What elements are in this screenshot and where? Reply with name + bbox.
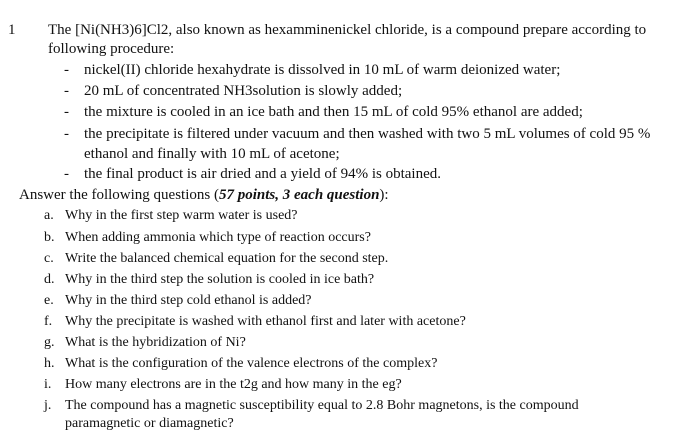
question-letter: i.	[44, 377, 52, 392]
question-letter: b.	[44, 230, 55, 245]
question-text: What is the configuration of the valence electrons of the complex?	[65, 356, 438, 371]
problem-number: 1	[8, 22, 16, 38]
step-dash: -	[64, 83, 69, 99]
step-dash: -	[64, 166, 69, 182]
intro-line-2: following procedure:	[48, 41, 175, 57]
question-letter: c.	[44, 251, 54, 266]
question-text: Why the precipitate is washed with ethanol first and later with acetone?	[65, 314, 466, 329]
question-letter: e.	[44, 293, 54, 308]
question-text: The compound has a magnetic susceptibility equal to 2.8 Bohr magnetons, is the compound	[65, 398, 579, 413]
question-letter: h.	[44, 356, 55, 371]
question-letter: g.	[44, 335, 55, 350]
answer-instructions	[19, 187, 389, 204]
question-text: paramagnetic or diamagnetic?	[65, 416, 234, 431]
question-letter: f.	[44, 314, 53, 329]
question-letter: a.	[44, 208, 54, 223]
step-text: the mixture is cooled in an ice bath and then 15 mL of cold 95% ethanol are added;	[84, 104, 583, 120]
step-text: nickel(II) chloride hexahydrate is dissolved in 10 mL of warm deionized water;	[84, 62, 561, 78]
step-text: 20 mL of concentrated NH3solution is slowly added;	[84, 83, 403, 99]
question-text: Why in the first step warm water is used?	[65, 208, 298, 223]
answer-prefix: Answer the following questions (	[19, 187, 219, 203]
intro-line-1: The [Ni(NH3)6]Cl2, also known as hexamminenickel chloride, is a compound prepare according to	[48, 22, 647, 38]
question-text: What is the hybridization of Ni?	[65, 335, 246, 350]
step-dash: -	[64, 104, 69, 120]
question-text: Why in the third step cold ethanol is added?	[65, 293, 312, 308]
question-text: Why in the third step the solution is cooled in ice bath?	[65, 272, 375, 287]
question-letter: d.	[44, 272, 55, 287]
answer-points: 57 points, 3 each question	[218, 187, 380, 203]
step-text: the precipitate is filtered under vacuum and then washed with two 5 mL volumes of cold 95 %	[84, 126, 651, 142]
step-text: the final product is air dried and a yield of 94% is obtained.	[84, 166, 441, 182]
step-dash: -	[64, 62, 69, 78]
step-text: ethanol and finally with 10 mL of acetone;	[84, 146, 340, 162]
answer-suffix: ):	[379, 187, 389, 203]
question-letter: j.	[44, 398, 52, 413]
question-text: When adding ammonia which type of reaction occurs?	[65, 230, 371, 245]
step-dash: -	[64, 126, 69, 142]
question-text: How many electrons are in the t2g and how many in the eg?	[65, 377, 402, 392]
question-text: Write the balanced chemical equation for the second step.	[65, 251, 389, 266]
